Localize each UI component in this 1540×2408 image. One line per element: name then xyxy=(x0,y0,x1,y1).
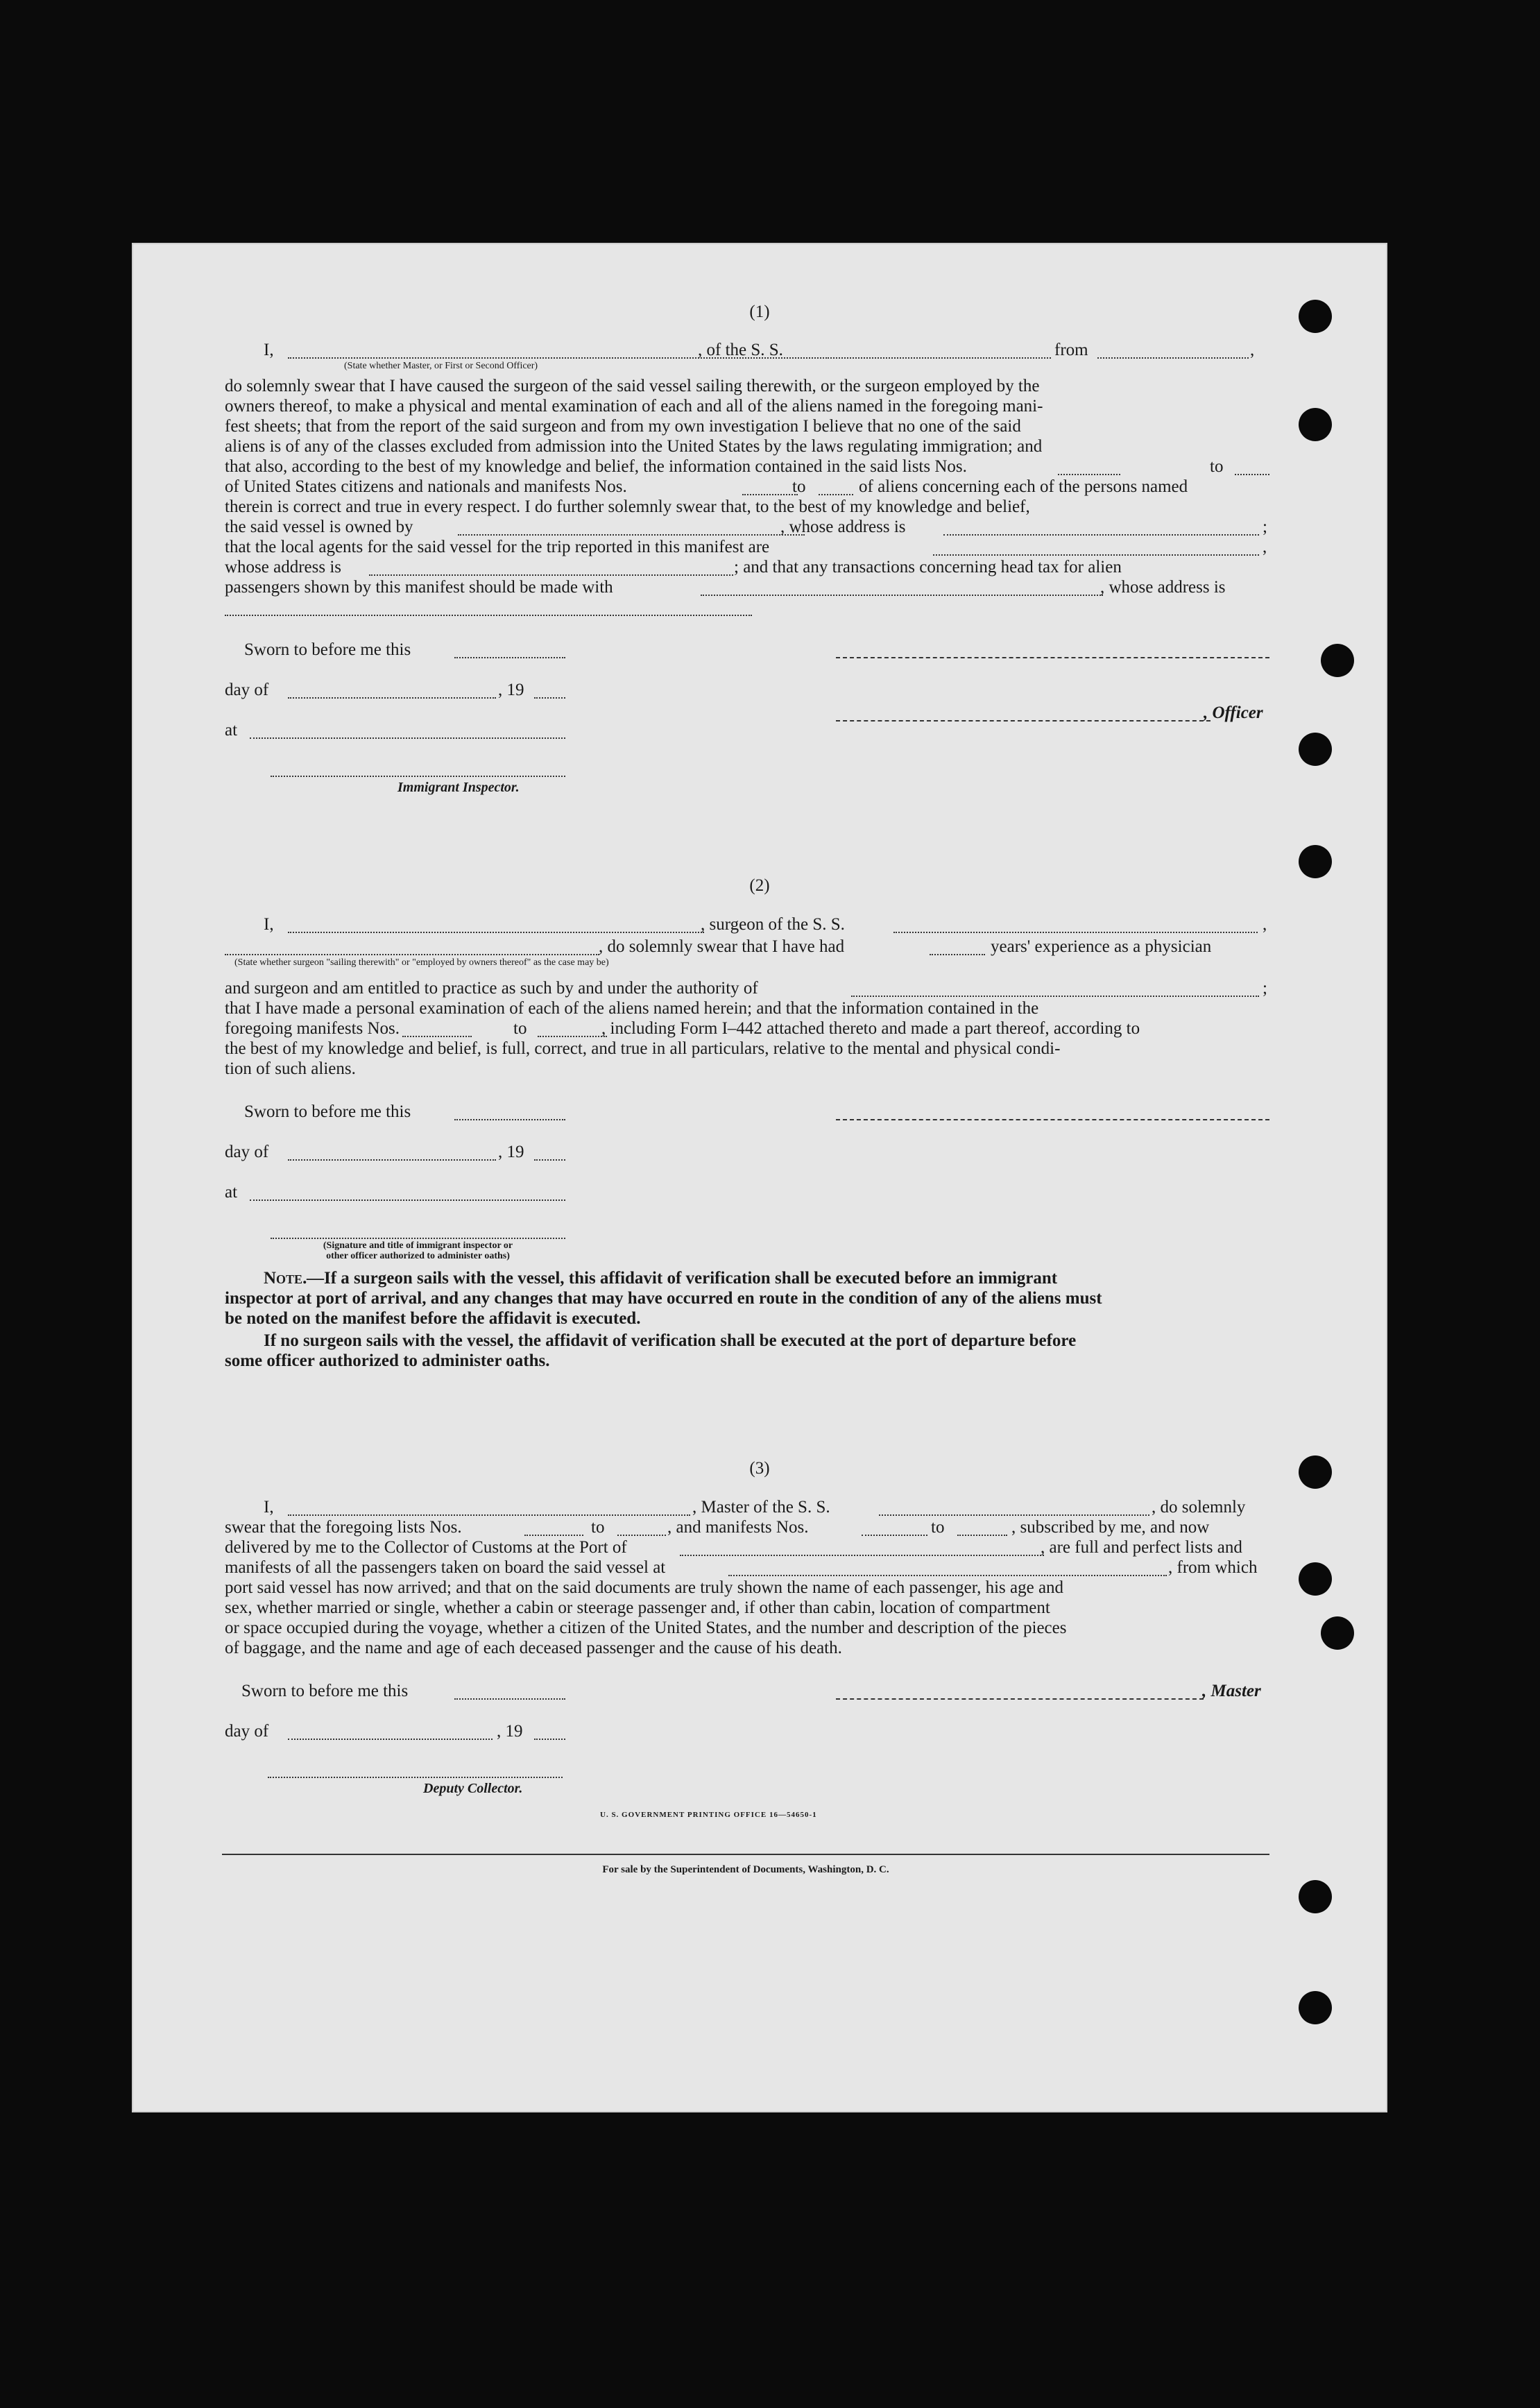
sig-caption-1: (Signature and title of immigrant inspector or xyxy=(323,1240,513,1251)
sale-notice: For sale by the Superintendent of Documents, Washington, D. C. xyxy=(602,1864,889,1875)
s3-sworn-date-field[interactable] xyxy=(454,1698,565,1700)
s3-nineteen: , 19 xyxy=(497,1722,523,1741)
s2-manifests-to-field[interactable] xyxy=(538,1036,607,1037)
s3-line2-to1: to xyxy=(591,1518,605,1537)
section-3-number: (3) xyxy=(749,1459,770,1478)
s3-line3-a: delivered by me to the Collector of Customs at the Port of xyxy=(225,1538,627,1557)
s3-vessel-field[interactable] xyxy=(879,1514,1149,1516)
s3-line3-b: , are full and perfect lists and xyxy=(1041,1538,1242,1557)
s1-body-6: therein is correct and true in every respect. I do further solemnly swear that, to the best of my knowledge and belief, xyxy=(225,497,1030,516)
s1-body-2: fest sheets; that from the report of the said surgeon and from my own investigation I believe that no one of the said xyxy=(225,417,1021,436)
punch-hole xyxy=(1299,1880,1332,1913)
s3-year-field[interactable] xyxy=(534,1739,565,1740)
manifests-from-field[interactable] xyxy=(742,494,798,495)
s1-day-of: day of xyxy=(225,681,269,699)
s1-at-field[interactable] xyxy=(250,737,565,739)
footer-rule xyxy=(222,1854,1269,1855)
s3-manifests-to-field[interactable] xyxy=(957,1535,1007,1536)
lists-from-field[interactable] xyxy=(1058,474,1120,475)
s3-body-1: sex, whether married or single, whether a cabin or steerage passenger and, if other than cabin, location of compartment xyxy=(225,1598,1050,1617)
s2-inspector-signature-line[interactable] xyxy=(271,1238,565,1239)
s1-sworn-date-field[interactable] xyxy=(454,657,565,658)
s2-form-text: , including Form I–442 attached thereto and made a part thereof, according to xyxy=(601,1019,1140,1038)
officer-caption: (State whether Master, or First or Second Officer) xyxy=(344,361,538,371)
punch-hole xyxy=(1321,1616,1354,1650)
local-agents-field[interactable] xyxy=(933,554,1259,556)
s3-line1-prefix: I, xyxy=(264,1498,274,1517)
s3-line1-end: , do solemnly xyxy=(1152,1498,1246,1517)
s3-line2-to2: to xyxy=(931,1518,945,1537)
s2-line1-prefix: I, xyxy=(264,915,274,934)
s2-body-1: that I have made a personal examination of each of the aliens named herein; and that the information contained in the xyxy=(225,999,1039,1018)
inspector-label: Immigrant Inspector. xyxy=(397,780,520,795)
surgeon-caption: (State whether surgeon "sailing therewith" or "employed by owners thereof" as the case may be) xyxy=(234,957,609,968)
s1-body-1: owners thereof, to make a physical and mental examination of each and all of the aliens named in the foregoing mani- xyxy=(225,397,1043,416)
punch-hole xyxy=(1299,1562,1332,1596)
surgeon-name-field[interactable] xyxy=(288,932,704,933)
s3-line2-c: , subscribed by me, and now xyxy=(1011,1518,1210,1537)
punch-hole xyxy=(1299,1991,1332,2024)
s3-line4-b: , from which xyxy=(1168,1558,1258,1577)
punch-hole xyxy=(1299,300,1332,333)
s3-line2-a: swear that the foregoing lists Nos. xyxy=(225,1518,462,1537)
master-signature-line[interactable] xyxy=(836,1698,1204,1700)
note-line-0: —If a surgeon sails with the vessel, this affidavit of verification shall be executed before an immigrant xyxy=(307,1269,1058,1288)
note-line-2: be noted on the manifest before the affidavit is executed. xyxy=(225,1309,641,1328)
manifests-to-field[interactable] xyxy=(819,494,853,495)
s3-line1-mid: , Master of the S. S. xyxy=(692,1498,830,1517)
s1-body-7: the said vessel is owned by xyxy=(225,518,413,536)
s3-lists-from-field[interactable] xyxy=(524,1535,583,1536)
s1-whose-address-2: , whose address is xyxy=(1100,578,1226,597)
punch-hole xyxy=(1299,845,1332,878)
s1-signature-line[interactable] xyxy=(836,657,1269,658)
authority-field[interactable] xyxy=(851,996,1259,997)
s1-semicolon: ; xyxy=(1263,518,1267,536)
s1-line1-from: from xyxy=(1054,341,1088,359)
port-of-customs-field[interactable] xyxy=(680,1555,1044,1556)
s2-body-2: foregoing manifests Nos. xyxy=(225,1019,400,1038)
s1-body-10: passengers shown by this manifest should be made with xyxy=(225,578,613,597)
s3-body-2: or space occupied during the voyage, whether a citizen of the United States, and the number and description of the pieces xyxy=(225,1619,1067,1637)
s2-at: at xyxy=(225,1183,238,1202)
s1-nineteen: , 19 xyxy=(498,681,524,699)
s2-line2-a: , do solemnly swear that I have had xyxy=(599,937,845,956)
note2-line-0: If no surgeon sails with the vessel, the affidavit of verification shall be executed at the port of departure before xyxy=(264,1331,1077,1350)
surgeon-status-field[interactable] xyxy=(225,954,599,955)
s2-line1-mid: , surgeon of the S. S. xyxy=(701,915,845,934)
port-of-embarkation-field[interactable] xyxy=(728,1575,1167,1576)
s3-sworn: Sworn to before me this xyxy=(241,1682,409,1700)
s1-body-5: of United States citizens and nationals and manifests Nos. xyxy=(225,477,627,496)
s1-sworn: Sworn to before me this xyxy=(244,640,411,659)
s2-year-field[interactable] xyxy=(534,1159,565,1161)
s1-at: at xyxy=(225,721,238,740)
s3-line4-a: manifests of all the passengers taken on board the said vessel at xyxy=(225,1558,666,1577)
s1-to-2: to xyxy=(792,477,806,496)
s1-of-aliens: of aliens concerning each of the persons named xyxy=(859,477,1188,496)
s2-body-3: the best of my knowledge and belief, is full, correct, and true in all particulars, relative to the mental and physical condi- xyxy=(225,1039,1061,1058)
years-experience-field[interactable] xyxy=(930,954,985,955)
officer-signature-line[interactable] xyxy=(836,720,1210,721)
s1-day-field[interactable] xyxy=(288,697,496,699)
agents-address-field[interactable] xyxy=(369,574,733,576)
s2-body-0: and surgeon and am entitled to practice as such by and under the authority of xyxy=(225,979,758,998)
s1-year-field[interactable] xyxy=(534,697,565,699)
note-label: Note. xyxy=(264,1269,307,1288)
s1-line1-end: , xyxy=(1250,341,1255,359)
master-name-field[interactable] xyxy=(288,1514,690,1516)
s1-head-tax: ; and that any transactions concerning head tax for alien xyxy=(734,558,1122,577)
s1-comma: , xyxy=(1263,538,1267,556)
s2-sworn-date-field[interactable] xyxy=(454,1119,565,1120)
punch-hole xyxy=(1299,408,1332,441)
note2-line-1: some officer authorized to administer oaths. xyxy=(225,1351,550,1370)
s2-day-field[interactable] xyxy=(288,1159,496,1161)
s1-line1-prefix: I, xyxy=(264,341,274,359)
s1-body-8: that the local agents for the said vessel for the trip reported in this manifest are xyxy=(225,538,770,556)
s2-body-4: tion of such aliens. xyxy=(225,1059,356,1078)
section-1-number: (1) xyxy=(749,302,770,321)
owner-field[interactable] xyxy=(458,534,805,536)
s1-body-0: do solemnly swear that I have caused the surgeon of the said vessel sailing therewith, or the surgeon employed by the xyxy=(225,377,1040,395)
s3-body-3: of baggage, and the name and age of each deceased passenger and the cause of his death. xyxy=(225,1639,842,1657)
s3-line2-b: , and manifests Nos. xyxy=(667,1518,809,1537)
surgeon-signature-line[interactable] xyxy=(836,1119,1269,1120)
officer-label: , Officer xyxy=(1204,703,1263,722)
section-2-number: (2) xyxy=(749,876,770,895)
owner-address-field[interactable] xyxy=(943,534,1259,536)
s3-lists-to-field[interactable] xyxy=(617,1535,666,1536)
lists-to-field[interactable] xyxy=(1235,474,1269,475)
s2-vessel-field[interactable] xyxy=(893,932,1258,933)
printing-office: U. S. GOVERNMENT PRINTING OFFICE 16—54650-1 xyxy=(600,1811,817,1819)
s1-whose-address: , whose address is xyxy=(780,518,906,536)
s1-body-9: whose address is xyxy=(225,558,342,577)
s1-line1-mid: , of the S. S. xyxy=(698,341,783,359)
s2-day-of: day of xyxy=(225,1143,269,1161)
head-tax-address-field[interactable] xyxy=(225,615,752,616)
master-label: , Master xyxy=(1202,1682,1261,1700)
s2-manifests-from-field[interactable] xyxy=(402,1036,472,1037)
s2-sworn: Sworn to before me this xyxy=(244,1102,411,1121)
form-sheet xyxy=(132,243,1387,2112)
vessel-name-field[interactable] xyxy=(825,357,1051,359)
punch-hole xyxy=(1299,1455,1332,1489)
note-line-1: inspector at port of arrival, and any changes that may have occurred en route in the condition of any of the aliens must xyxy=(225,1289,1102,1308)
s2-line1-end: , xyxy=(1263,915,1267,934)
s1-body-3: aliens is of any of the classes excluded from admission into the United States by the laws regulating immigration; and xyxy=(225,437,1043,456)
s2-to: to xyxy=(513,1019,527,1038)
s3-day-field[interactable] xyxy=(288,1739,493,1740)
s3-day-of: day of xyxy=(225,1722,269,1741)
s2-line2-b: years' experience as a physician xyxy=(991,937,1212,956)
from-port-field[interactable] xyxy=(1097,357,1249,359)
s3-manifests-from-field[interactable] xyxy=(862,1535,927,1536)
s2-nineteen: , 19 xyxy=(498,1143,524,1161)
punch-hole xyxy=(1299,733,1332,766)
s2-semicolon: ; xyxy=(1263,979,1267,998)
sig-caption-2: other officer authorized to administer oaths) xyxy=(326,1251,510,1261)
head-tax-agent-field[interactable] xyxy=(701,595,1103,596)
s2-at-field[interactable] xyxy=(250,1199,565,1201)
s3-body-0: port said vessel has now arrived; and that on the said documents are truly shown the name of each passenger, his age and xyxy=(225,1578,1064,1597)
punch-hole xyxy=(1321,644,1354,677)
collector-label: Deputy Collector. xyxy=(423,1781,523,1796)
s1-to-1: to xyxy=(1210,457,1224,476)
s1-body-4: that also, according to the best of my knowledge and belief, the information contained in the said lists Nos. xyxy=(225,457,967,476)
